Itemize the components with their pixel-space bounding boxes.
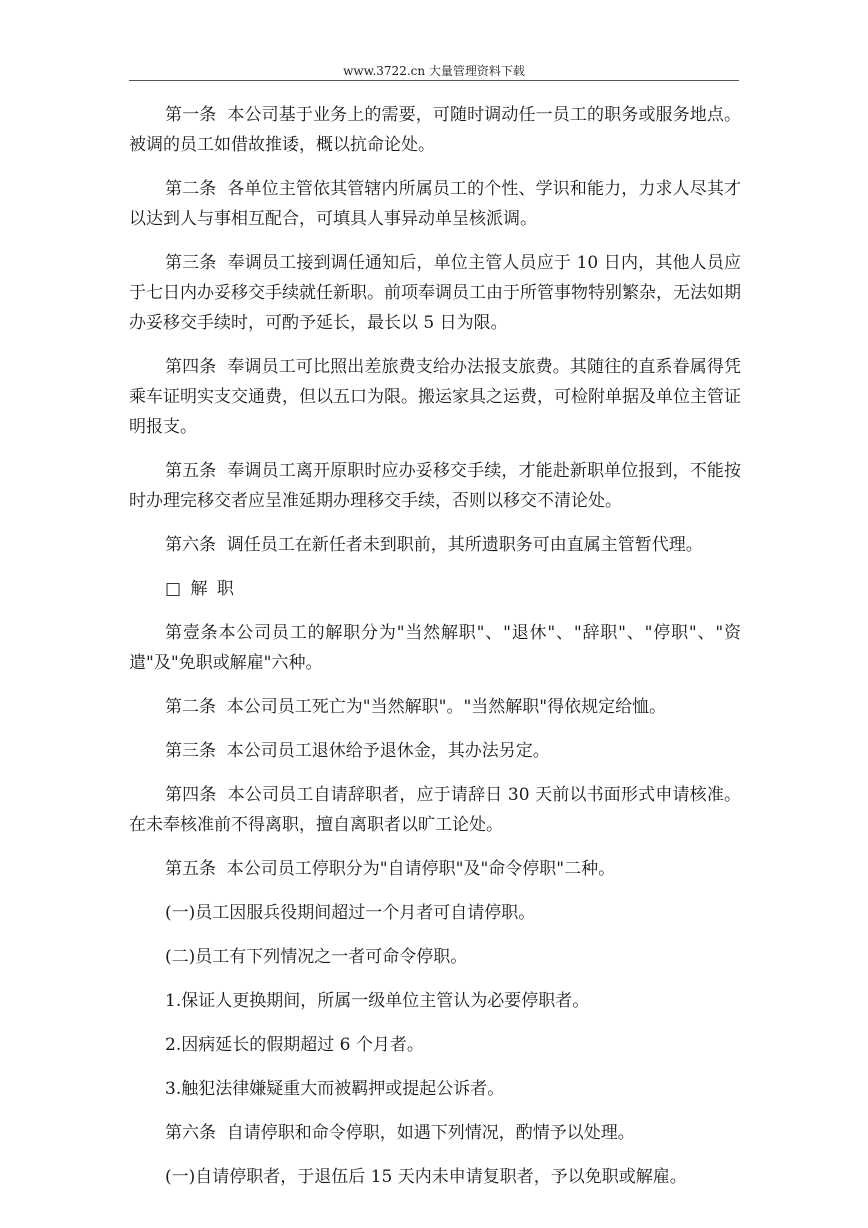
dismissal-article-3: 第三条 本公司员工退休给予退休金，其办法另定。 bbox=[165, 741, 550, 761]
transfer-article-5: 第五条 奉调员工离开原职时应办妥移交手续，才能赴新职单位报到，不能按时办理完移交者应呈准延期办理移交手续，否则以移交不清论处。 bbox=[129, 461, 741, 511]
dismissal-article-4: 第四条 本公司员工自请辞职者，应于请辞日 30 天前以书面形式申请核准。在未奉核准前不得离职，擅自离职者以旷工论处。 bbox=[129, 785, 741, 835]
document-body bbox=[129, 100, 741, 1206]
numbered-item-2: 2.因病延长的假期超过 6 个月者。 bbox=[165, 1035, 424, 1055]
transfer-article-4: 第四条 奉调员工可比照出差旅费支给办法报支旅费。其随往的直系眷属得凭乘车证明实支交通费，但以五口为限。搬运家具之运费，可检附单据及单位主管证明报支。 bbox=[129, 357, 741, 437]
transfer-article-1: 第一条 本公司基于业务上的需要，可随时调动任一员工的职务或服务地点。被调的员工如借故推诿，概以抗命论处。 bbox=[129, 105, 741, 155]
page-header: www.3722.cn 大量管理资料下载 bbox=[129, 62, 739, 81]
list-item-2: (二)员工有下列情况之一者可命令停职。 bbox=[165, 947, 468, 967]
list-item-3: (一)自请停职者，于退伍后 15 天内未申请复职者，予以免职或解雇。 bbox=[165, 1167, 687, 1187]
numbered-item-3: 3.触犯法律嫌疑重大而被羁押或提起公诉者。 bbox=[165, 1079, 505, 1099]
list-item-1: (一)员工因服兵役期间超过一个月者可自请停职。 bbox=[165, 903, 536, 923]
section-heading-dismissal: □ 解 职 bbox=[165, 579, 236, 599]
transfer-article-2: 第二条 各单位主管依其管辖内所属员工的个性、学识和能力，力求人尽其才以达到人与事相互配合，可填具人事异动单呈核派调。 bbox=[129, 179, 741, 229]
numbered-item-1: 1.保证人更换期间，所属一级单位主管认为必要停职者。 bbox=[165, 991, 590, 1011]
dismissal-article-5: 第五条 本公司员工停职分为"自请停职"及"命令停职"二种。 bbox=[165, 859, 616, 879]
transfer-article-3: 第三条 奉调员工接到调任通知后，单位主管人员应于 10 日内，其他人员应于七日内办妥移交手续就任新职。前项奉调员工由于所管事物特别繁杂，无法如期办妥移交手续时，可酌予延长，最长以 5 日为限。 bbox=[129, 253, 741, 333]
dismissal-article-2: 第二条 本公司员工死亡为"当然解职"。"当然解职"得依规定给恤。 bbox=[165, 697, 667, 717]
transfer-article-6: 第六条 调任员工在新任者未到职前，其所遗职务可由直属主管暂代理。 bbox=[165, 535, 703, 555]
dismissal-article-1: 第壹条本公司员工的解职分为"当然解职"、"退休"、"辞职"、"停职"、"资遣"及"免职或解雇"六种。 bbox=[129, 623, 741, 673]
dismissal-article-6: 第六条 自请停职和命令停职，如遇下列情况，酌情予以处理。 bbox=[165, 1123, 635, 1143]
